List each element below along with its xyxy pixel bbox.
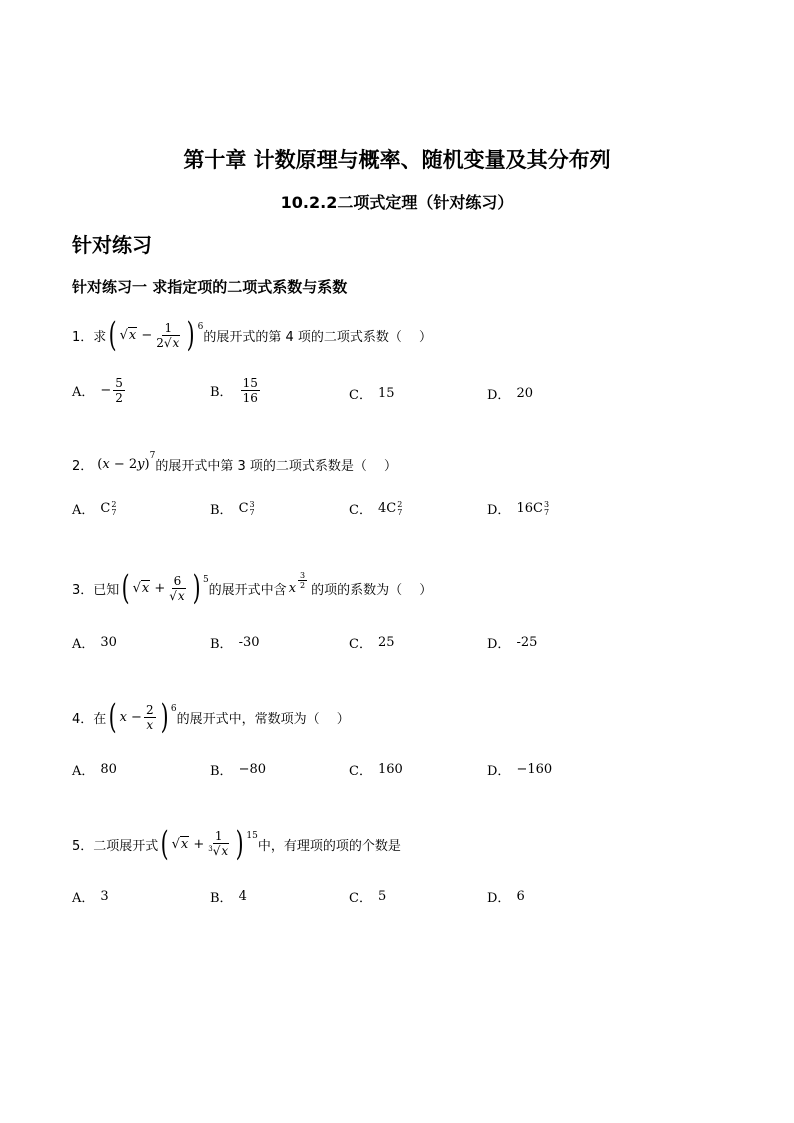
option-b[interactable]: B． C 3 7 (210, 499, 255, 518)
formula-exponent: 6 (197, 322, 204, 332)
formula-exponent: 5 (202, 575, 209, 585)
question-text: 在 (93, 711, 107, 727)
option-c[interactable]: C． 15 (349, 386, 395, 403)
formula-exponent: 6 (170, 704, 177, 714)
option-c[interactable]: C． 5 (349, 889, 387, 906)
option-a[interactable]: A． 30 (72, 635, 117, 652)
section-heading: 针对练习 (72, 233, 152, 257)
option-a[interactable]: A． C 2 7 (72, 499, 117, 518)
question-text: 中，有理项的项的个数是 (257, 838, 401, 854)
formula-power: x $\frac{3}{2}$ (288, 570, 306, 596)
question-1-options (72, 376, 632, 410)
formula: √x + (132, 580, 166, 596)
question-1 (72, 315, 432, 355)
formula: √x − (119, 327, 153, 343)
formula-fraction: $\frac{1}{^3√x}$ (208, 828, 229, 858)
formula-fraction: $\frac{1}{2√x}$ (156, 320, 180, 350)
option-a[interactable]: A． 3 (72, 889, 109, 906)
question-3-options (72, 633, 632, 653)
option-a[interactable]: A． − $\frac{5}{2}$ (72, 376, 123, 405)
formula: x − (119, 709, 142, 725)
option-c[interactable]: C． 160 (349, 762, 403, 779)
question-text: 的展开式的第 4 项的二项式系数（ ） (203, 329, 432, 345)
question-text: 已知 (93, 582, 120, 598)
question-text: 的项的系数为（ ） (311, 582, 433, 598)
formula: $(x - 2y)^7$ (97, 451, 156, 472)
question-5-options (72, 887, 632, 907)
question-text: 二项展开式 (93, 838, 159, 854)
question-number: 5． (72, 838, 94, 854)
option-a[interactable]: A． 80 (72, 762, 117, 779)
question-number: 1． (72, 329, 94, 345)
subsection-heading: 针对练习一 求指定项的二项式系数与系数 (72, 278, 348, 296)
question-4 (72, 697, 350, 737)
question-text: 的展开式中，常数项为（ ） (176, 711, 350, 727)
question-text: 的展开式中含 (208, 582, 287, 598)
option-c[interactable]: C． 4 C 2 7 (349, 499, 403, 518)
question-4-options (72, 760, 632, 780)
question-number: 3． (72, 582, 94, 598)
option-b[interactable]: B． $\frac{15}{16}$ (210, 376, 258, 405)
formula-paren: ( (108, 315, 117, 355)
document-title: 第十章 计数原理与概率、随机变量及其分布列 (183, 148, 611, 172)
formula-paren: ) (160, 697, 169, 737)
option-d[interactable]: D． -25 (487, 635, 538, 652)
question-text: 求 (93, 329, 107, 345)
question-text: 的展开式中第 3 项的二项式系数是（ ） (155, 459, 397, 474)
document-subtitle: 10.2.2二项式定理（针对练习） (280, 193, 514, 212)
option-d[interactable]: D． −160 (487, 762, 553, 779)
formula-exponent: 15 (246, 831, 258, 841)
formula-paren: ( (160, 824, 169, 864)
formula-fraction: $\frac{2}{x}$ (145, 702, 154, 732)
question-number: 2． (72, 459, 94, 474)
formula-paren: ) (192, 568, 201, 608)
formula-paren: ) (235, 824, 244, 864)
question-2 (72, 451, 397, 474)
question-5 (72, 824, 401, 864)
option-c[interactable]: C． 25 (349, 635, 395, 652)
option-d[interactable]: D． 16 C 3 7 (487, 499, 550, 518)
option-d[interactable]: D． 20 (487, 386, 533, 403)
option-b[interactable]: B． 4 (210, 889, 247, 906)
option-b[interactable]: B． -30 (210, 635, 260, 652)
question-number: 4． (72, 711, 94, 727)
question-2-options (72, 499, 632, 519)
formula-paren: ) (186, 315, 195, 355)
formula-paren: ( (108, 697, 117, 737)
option-b[interactable]: B． −80 (210, 762, 266, 779)
formula-fraction: $\frac{6}{√x}$ (169, 573, 185, 603)
formula: √x + (171, 836, 205, 852)
formula-paren: ( (121, 568, 130, 608)
option-d[interactable]: D． 6 (487, 889, 525, 906)
question-3 (72, 568, 433, 608)
